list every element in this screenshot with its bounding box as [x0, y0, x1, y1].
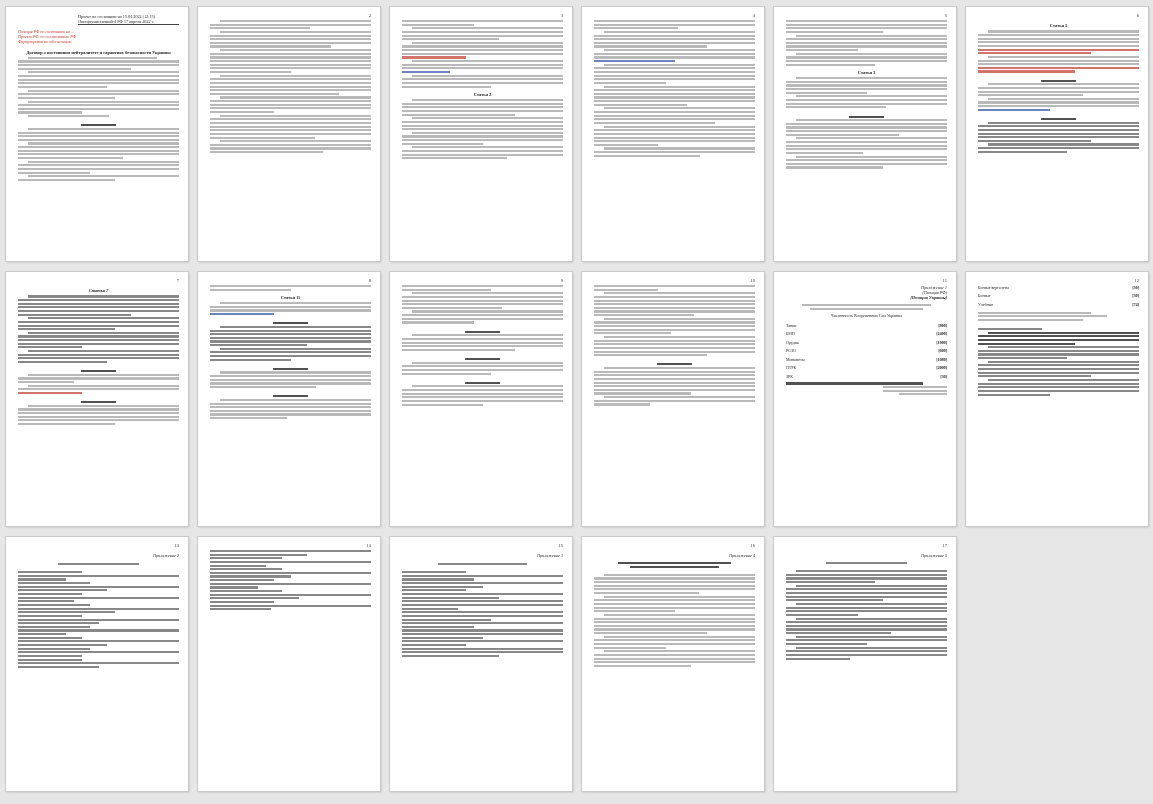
page-8[interactable] — [198, 272, 380, 526]
annex-list — [402, 563, 563, 657]
page-17[interactable] — [774, 537, 956, 791]
page-header — [78, 14, 179, 25]
table-heading: Численность Вооруженных Сил Украины — [830, 312, 902, 318]
section-heading: Статья 2 — [473, 91, 492, 97]
page-16[interactable] — [582, 537, 764, 791]
document-title: Договор о постоянном нейтралитете и гарантиях безопасности Украины — [26, 49, 171, 55]
annex-subtitle-2: [Позиция Украины] — [910, 295, 947, 300]
body-text — [594, 562, 755, 667]
page-thumbnail-grid — [6, 7, 1148, 791]
table-row: ПТРК [2000] — [786, 365, 947, 371]
annex-title: Приложение 5 — [921, 553, 947, 558]
body-text-2 — [402, 99, 563, 159]
page-3[interactable] — [390, 7, 572, 261]
page-number: 7 — [176, 278, 179, 283]
annex-header — [786, 285, 947, 300]
body-text — [978, 30, 1139, 152]
body-text-2 — [786, 77, 947, 168]
table-row: Минометы [1080] — [786, 356, 947, 362]
section-heading: Статья 3 — [857, 69, 876, 75]
table-row: БМП [2400] — [786, 331, 947, 337]
table-row: Учебные [74] — [978, 301, 1139, 307]
page-number: 5 — [944, 13, 947, 18]
page-11[interactable] — [774, 272, 956, 526]
section-heading: Статья 5 — [1049, 23, 1068, 28]
page-number: 12 — [1134, 278, 1139, 283]
page-4[interactable] — [582, 7, 764, 261]
note-3: Формулировки по обеспечению — [18, 39, 72, 45]
page-14[interactable] — [198, 537, 380, 791]
weapons-table — [786, 321, 947, 381]
page-number: 11 — [942, 278, 947, 283]
annex-title: Приложение 4 — [729, 553, 755, 558]
body-text — [18, 295, 179, 425]
annex-title: Приложение 2 — [153, 553, 179, 558]
annex-subtitle: (Позиция РФ) — [922, 290, 947, 295]
page-15[interactable] — [390, 537, 572, 791]
body-text — [594, 20, 755, 157]
body-text — [594, 285, 755, 406]
annex-list — [210, 550, 371, 610]
page-13[interactable] — [6, 537, 188, 791]
header-line-1: Проект по состоянию на 15.04.2022 (12:15) — [78, 14, 156, 19]
page-number: 13 — [174, 543, 179, 548]
page-number: 17 — [942, 543, 947, 548]
page-number: 10 — [750, 278, 755, 283]
table-row: Боевые [30] — [978, 293, 1139, 299]
annex-title: Приложение 3 — [537, 553, 563, 558]
body-text-2 — [210, 302, 371, 419]
page-7[interactable] — [6, 272, 188, 526]
page-notes — [18, 29, 179, 45]
section-heading: Статья 11 — [280, 294, 301, 300]
page-5[interactable] — [774, 7, 956, 261]
page-number: 9 — [560, 278, 563, 283]
page-10[interactable] — [582, 272, 764, 526]
note-2: Проект РФ, по согласованию РФ — [18, 34, 76, 40]
section-heading: Статья 7 — [88, 288, 109, 293]
empty-slot — [966, 537, 1148, 791]
note-1: Позиция РФ по состоянию на ... — [18, 29, 75, 34]
page-1[interactable] — [6, 7, 188, 261]
page-number: 3 — [560, 13, 563, 18]
table-row: Орудия [1900] — [786, 339, 947, 345]
body-text — [402, 20, 563, 88]
body-text — [786, 20, 947, 66]
aviation-table — [978, 283, 1139, 309]
page-number: 4 — [752, 13, 755, 18]
table-row: РСЗО [600] — [786, 348, 947, 354]
body-text — [18, 57, 179, 181]
page-6[interactable] — [966, 7, 1148, 261]
page-number: 15 — [558, 543, 563, 548]
table-row: ЗРК [30] — [786, 373, 947, 379]
page-number: 14 — [366, 543, 371, 548]
page-number: 6 — [1136, 13, 1139, 18]
body-text — [402, 285, 563, 406]
annex-list — [18, 563, 179, 668]
page-12[interactable] — [966, 272, 1148, 526]
page-9[interactable] — [390, 272, 572, 526]
annex-title: Приложение 1 — [921, 285, 947, 290]
page-number: 2 — [368, 13, 371, 18]
table-intro — [786, 304, 947, 310]
table-footer — [786, 382, 947, 395]
body-text — [786, 562, 947, 660]
body-text — [210, 285, 371, 291]
body-text — [978, 312, 1139, 396]
header-line-2: Оппортунистичний-4 РФ 17 апреля 2022 г. — [78, 19, 179, 25]
table-row: Танки [800] — [786, 322, 947, 328]
table-row: Боевые вертолеты [50] — [978, 284, 1139, 290]
page-number: 16 — [750, 543, 755, 548]
body-text — [210, 20, 371, 153]
page-2[interactable] — [198, 7, 380, 261]
page-number: 8 — [368, 278, 371, 283]
